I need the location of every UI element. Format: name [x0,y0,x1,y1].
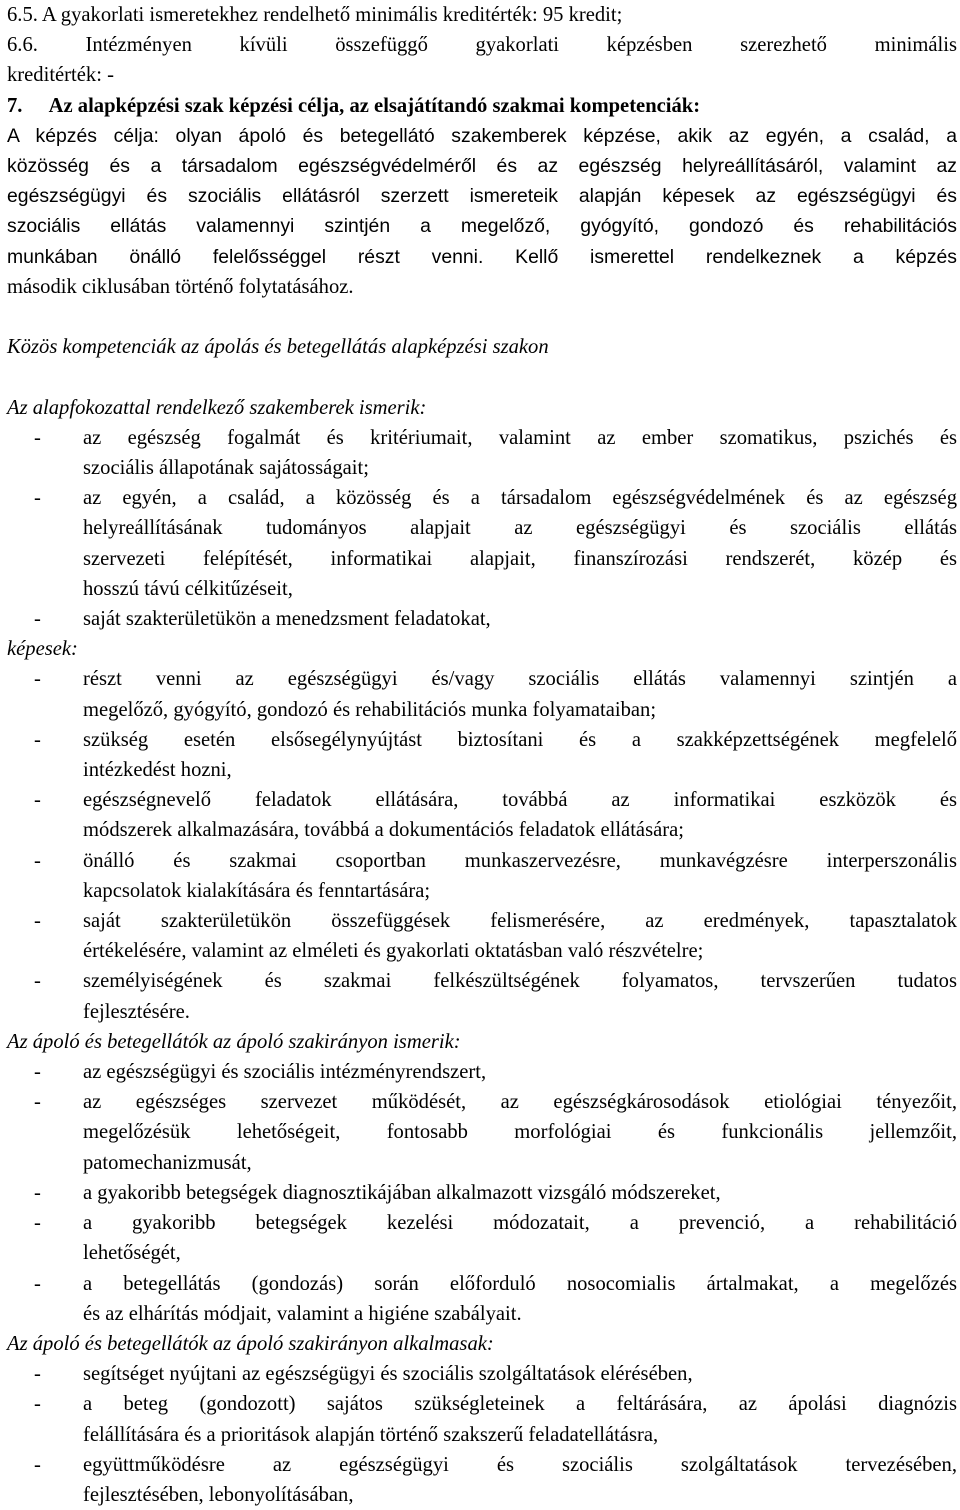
list-item [7,1057,957,1087]
knowledge-heading: Az alapfokozattal rendelkező szakemberek ismerik: [7,396,427,419]
list-item-line: fejlesztésére. [83,1000,190,1023]
document-page [7,0,957,1510]
list-item [7,483,957,604]
list-item [7,1359,957,1389]
list-item [7,1450,957,1510]
nurse-abilities-list [7,1359,957,1510]
goal-line: szociális ellátás valamennyi szintjén a megelőző, gyógyító, gondozó és rehabilitációs [7,215,957,238]
list-item-line: szükség esetén elsősegélynyújtást biztosítani és a szakképzettségének megfelelő [83,728,957,751]
dash-bullet: - [34,1091,41,1114]
goal-line: második ciklusában történő folytatásához. [7,275,354,298]
list-item-line: önálló és szakmai csoportban munkaszervezésre, munkavégzésre interperszonális [83,849,957,872]
goal-line: egészségügyi és szociális ellátásról szerzett ismereteik alapján képesek az egészségügyi és [7,185,957,208]
goal-line: A képzés célja: olyan ápoló és betegellátó szakemberek képzése, akik az egyén, a család, a [7,124,957,147]
dash-bullet: - [34,1272,41,1295]
list-item-line: segítséget nyújtani az egészségügyi és szociális szolgáltatások elérésében, [83,1363,693,1386]
list-item-line: fejlesztésében, lebonyolításában, [83,1483,354,1506]
list-item-line: intézkedést hozni, [83,759,232,782]
dash-bullet: - [34,608,41,631]
section-7-title: Az alapképzési szak képzési célja, az elsajátítandó szakmai kompetenciák: [48,94,701,117]
list-item-line: a betegellátás (gondozás) során előforduló nosocomialis ártalmakat, a megelőzés [83,1272,957,1295]
dash-bullet: - [34,1061,41,1084]
list-item-line: együttműködésre az egészségügyi és szociális szolgáltatások tervezésében, [83,1453,957,1476]
dash-bullet: - [34,1181,41,1204]
list-item-line: helyreállításának tudományos alapjait az egészségügyi és szociális ellátás [83,517,957,540]
list-item-line: patomechanizmusát, [83,1151,252,1174]
list-item-line: a gyakoribb betegségek diagnosztikájában alkalmazott vizsgáló módszereket, [83,1181,721,1204]
list-item-line: az egészséges szervezet működését, az egészségkárosodások etiológiai tényezőit, [83,1091,957,1114]
list-item [7,1087,957,1178]
list-item-line: saját szakterületükön összefüggések felismerésére, az eredmények, tapasztalatok [83,910,957,933]
list-item-line: megelőzésük lehetőségeit, fontosabb morfológiai és funkcionális jellemzőit, [83,1121,957,1144]
dash-bullet: - [34,1212,41,1235]
list-item [7,1178,957,1208]
goal-paragraph [7,121,957,302]
list-item-line: személyiségének és szakmai felkészültségének folyamatos, tervszerűen tudatos [83,970,957,993]
list-item [7,725,957,785]
list-item-line: az egészség fogalmát és kritériumait, valamint az ember szomatikus, pszichés és [83,426,957,449]
list-item [7,906,957,966]
list-item-line: az egyén, a család, a közösség és a társadalom egészségvédelmének és az egészség [83,487,957,510]
nurse-abilities-heading: Az ápoló és betegellátók az ápoló szakirányon alkalmasak: [7,1332,494,1355]
list-item [7,966,957,1026]
list-item-line: értékelésére, valamint az elméleti és gyakorlati oktatásban való részvételre; [83,940,704,963]
dash-bullet: - [34,849,41,872]
list-item-line: saját szakterületükön a menedzsment feladatokat, [83,608,491,631]
dash-bullet: - [34,487,41,510]
list-item [7,1208,957,1268]
list-item-line: szociális állapotának sajátosságait; [83,457,369,480]
list-item [7,423,957,483]
section-7-heading [7,91,957,121]
dash-bullet: - [34,1393,41,1416]
dash-bullet: - [34,426,41,449]
list-item-line: és az elhárítás módjait, valamint a higiéne szabályait. [83,1302,522,1325]
list-item-line: megelőző, gyógyító, gondozó és rehabilitációs munka folyamataiban; [83,698,657,721]
dash-bullet: - [34,789,41,812]
nurse-knowledge-list [7,1057,957,1329]
list-item-line: lehetőségét, [83,1242,181,1265]
list-item-line: hosszú távú célkitűzéseit, [83,577,293,600]
list-item [7,1389,957,1449]
list-item [7,664,957,724]
goal-line: munkában önálló felelősséggel részt venni. Kellő ismerettel rendelkeznek a képzés [7,245,957,268]
section-6-6: 6.6. Intézményen kívüli összefüggő gyakorlati képzésben szerezhető minimális [7,34,957,57]
common-competencies-heading: Közös kompetenciák az ápolás és betegellátás alapképzési szakon [7,336,549,359]
list-item-line: módszerek alkalmazására, továbbá a dokumentációs feladatok ellátására; [83,819,684,842]
list-item-line: az egészségügyi és szociális intézményrendszert, [83,1061,487,1084]
dash-bullet: - [34,1363,41,1386]
dash-bullet: - [34,728,41,751]
list-item [7,1269,957,1329]
section-6-5: 6.5. A gyakorlati ismeretekhez rendelhető minimális kreditérték: 95 kredit; [7,4,623,26]
section-7-number: 7. [7,94,23,117]
abilities-list [7,664,957,1026]
list-item-line: egészségnevelő feladatok ellátására, továbbá az informatikai eszközök és [83,789,957,812]
list-item [7,785,957,845]
knowledge-list [7,423,957,634]
dash-bullet: - [34,668,41,691]
section-6-6-cont: kreditérték: - [7,64,114,87]
dash-bullet: - [34,970,41,993]
list-item-line: a beteg (gondozott) sajátos szükségleteinek a feltárására, az ápolási diagnózis [83,1393,957,1416]
dash-bullet: - [34,1453,41,1476]
list-item-line: kapcsolatok kialakítására és fenntartására; [83,879,431,902]
list-item [7,846,957,906]
dash-bullet: - [34,910,41,933]
list-item-line: a gyakoribb betegségek kezelési módozatait, a prevenció, a rehabilitáció [83,1212,957,1235]
nurse-knowledge-heading: Az ápoló és betegellátók az ápoló szakirányon ismerik: [7,1030,461,1053]
list-item-line: szervezeti felépítését, informatikai alapjait, finanszírozási rendszerét, közép és [83,547,957,570]
list-item-line: felállítására és a prioritások alapján történő szakszerű feladatellátásra, [83,1423,659,1446]
abilities-heading: képesek: [7,638,78,661]
list-item-line: részt venni az egészségügyi és/vagy szociális ellátás valamennyi szintjén a [83,668,957,691]
goal-line: közösség és a társadalom egészségvédelméről és az egészség helyreállításáról, valamint az [7,155,957,178]
list-item [7,604,957,634]
